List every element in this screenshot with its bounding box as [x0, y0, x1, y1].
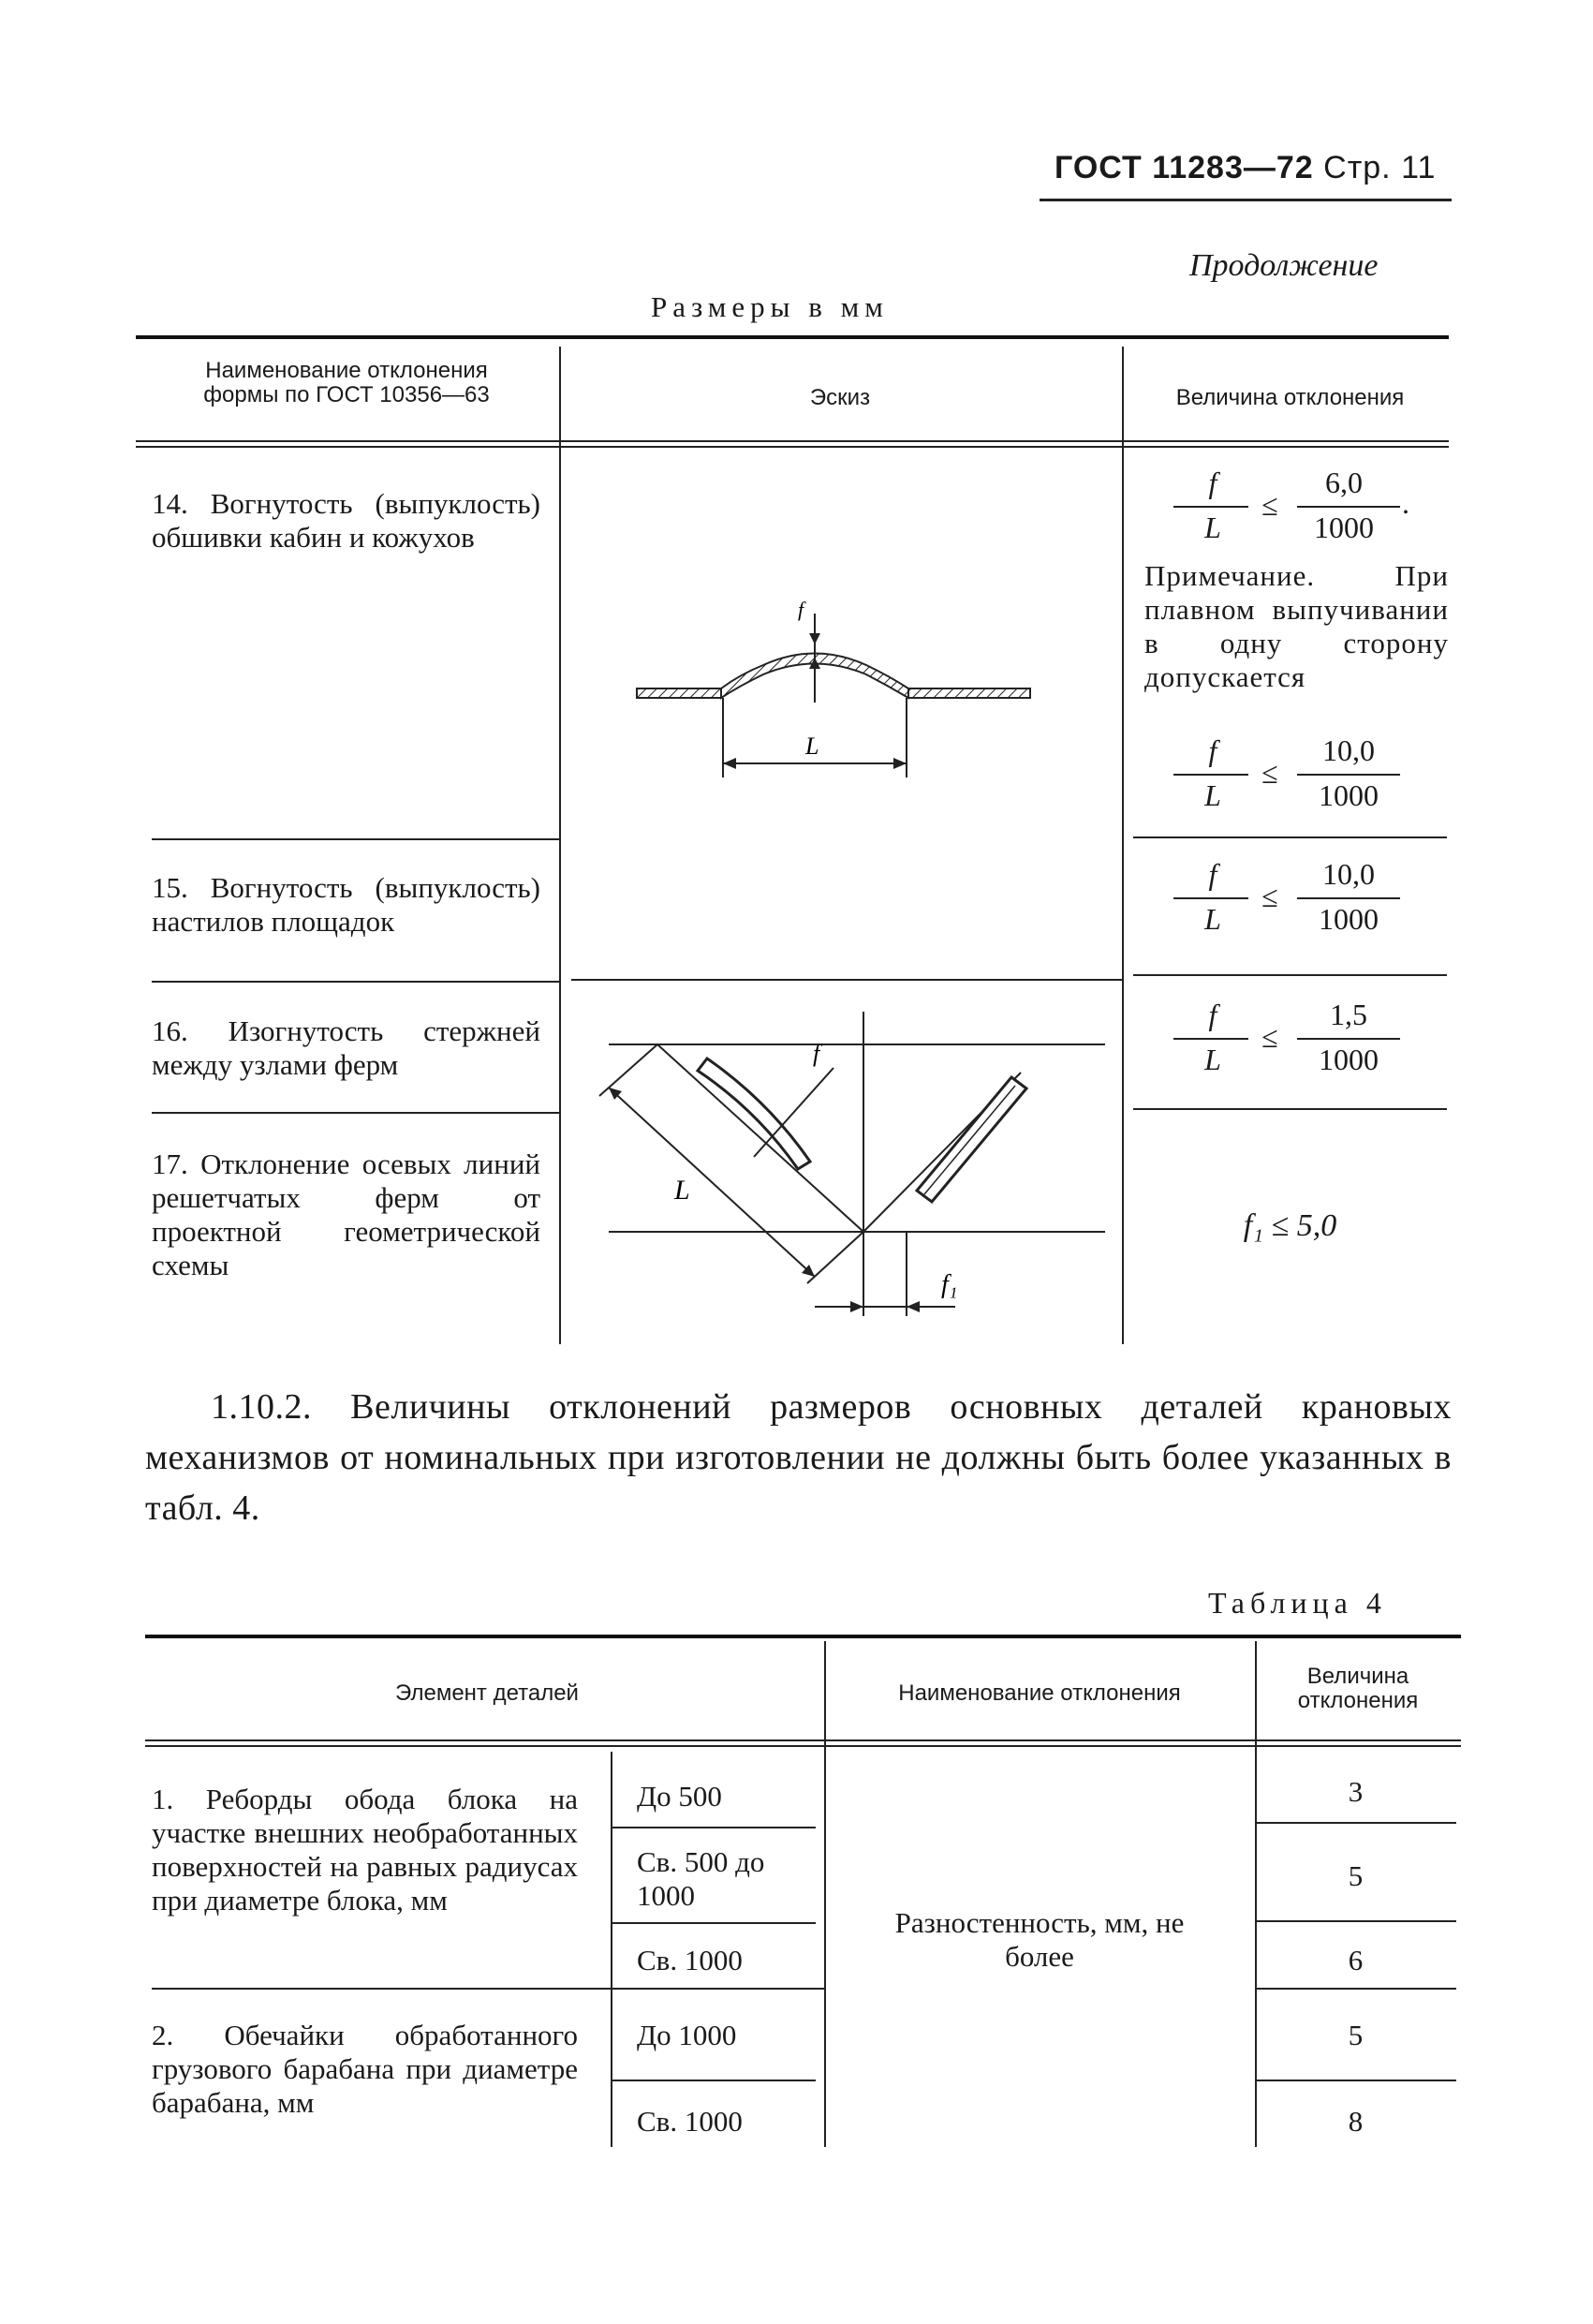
row14-le: ≤	[1261, 488, 1278, 522]
L-arrow-left	[723, 758, 736, 769]
table4-range-3: Св. 1000	[637, 1944, 743, 1976]
table3-col-header-sketch: Эскиз	[809, 385, 871, 410]
table4-value-2: 5	[1348, 1859, 1364, 1892]
value-1-rule	[1257, 1822, 1456, 1824]
truss-f-label: f	[813, 1040, 820, 1067]
row16-f: f	[1208, 998, 1217, 1031]
table4-col-divider-1	[824, 1641, 826, 2147]
note-le: ≤	[1261, 756, 1278, 790]
note-value-bar	[1297, 774, 1400, 776]
row15-value-bar	[1297, 897, 1400, 899]
L-dimension-diag	[609, 1088, 815, 1277]
table4-header-rule-b	[145, 1745, 1461, 1747]
table4-value-1: 3	[1348, 1775, 1364, 1808]
row16-f-bar	[1173, 1038, 1248, 1040]
value-4-rule	[1257, 2080, 1456, 2081]
table4-col-header-value: Величина отклонения	[1297, 1664, 1419, 1713]
row17-value: f₁ ≤ 5,0	[1243, 1208, 1337, 1243]
sketch-L-label: L	[805, 733, 819, 760]
note-L: L	[1204, 778, 1221, 812]
truss-L-label: L	[674, 1175, 690, 1206]
row15-frac	[1157, 857, 1428, 941]
truss-f1-label: f₁	[941, 1270, 958, 1299]
table4-range-divider	[611, 1752, 612, 2147]
row15-f: f	[1208, 857, 1217, 891]
page-number: Стр. 11	[1323, 150, 1437, 185]
table4-value-5: 8	[1348, 2105, 1364, 2138]
row16-value-bar	[1297, 1038, 1400, 1040]
table3-top-rule	[136, 335, 1449, 339]
group-1-rule-right	[1257, 1988, 1456, 1990]
table3-row-16-name: 16. Изогнутость стержней между узлами ферм	[152, 1014, 540, 1081]
table4-top-rule	[145, 1635, 1461, 1638]
table3-header-rule-b	[136, 446, 1449, 448]
L-ext-bottom	[807, 1232, 863, 1283]
range-1-rule	[612, 1827, 816, 1828]
sheet-right-flat	[908, 688, 1030, 698]
table3-col-header-name: Наименование отклонения формы по ГОСТ 10356—63	[203, 358, 490, 407]
row14-rule-right	[1133, 836, 1447, 838]
f1-arrow-left	[850, 1301, 863, 1312]
table4-col-divider-2	[1255, 1641, 1257, 2147]
table3-row-15-name: 15. Вогнутость (выпуклость) настилов площадок	[152, 871, 540, 938]
table4-col-header-element: Элемент деталей	[395, 1680, 579, 1706]
table4-range-1: До 500	[637, 1780, 722, 1813]
table4-col-header-deviation: Наименование отклонения	[898, 1680, 1181, 1706]
table3-row-14-name: 14. Вогнутость (выпуклость) обшивки кабин и кожухов	[152, 487, 540, 554]
range-2-rule	[612, 1922, 816, 1924]
row16-rule-left	[152, 1112, 559, 1114]
table4-deviation: Разностенность, мм, не более	[894, 1906, 1185, 1973]
table4-range-2: Св. 500 до 1000	[637, 1845, 765, 1912]
continuation-label: Продолжение	[1189, 248, 1379, 283]
row15-den: 1000	[1319, 902, 1379, 936]
table3-col-divider-2	[1122, 347, 1124, 1344]
row16-frac	[1157, 998, 1428, 1082]
row14-period: .	[1402, 486, 1409, 520]
table4-caption: Таблица 4	[1208, 1586, 1387, 1620]
table4-header-rule-a	[145, 1739, 1461, 1741]
row15-rule-left	[152, 981, 559, 983]
sheet-left-flat	[637, 688, 721, 698]
L-arrow-right	[893, 758, 907, 769]
row14-den: 1000	[1314, 511, 1374, 544]
row15-rule-right	[1133, 974, 1447, 976]
sketch-bulge	[618, 600, 1049, 796]
row15-f-bar	[1173, 897, 1248, 899]
table4-range-5: Св. 1000	[637, 2105, 743, 2138]
doc-code: ГОСТ 11283—72	[1055, 150, 1314, 185]
row14-frac	[1157, 466, 1428, 550]
units-caption: Размеры в мм	[651, 290, 889, 323]
range-4-rule	[612, 2080, 816, 2081]
table4-range-4: До 1000	[637, 2019, 737, 2051]
note-f-bar	[1173, 774, 1248, 776]
row15-le: ≤	[1261, 880, 1278, 913]
note-f: f	[1208, 733, 1217, 767]
table3-header-rule-a	[136, 440, 1449, 442]
row15-rule-mid	[571, 979, 1122, 981]
row14-rule-left	[152, 838, 559, 840]
row14-num: 6,0	[1325, 466, 1363, 499]
table4-group-1-element: 1. Реборды обода блока на участке внешних необработанных поверхностей на равных радиусах при диаметре блока, мм	[152, 1783, 578, 1917]
table4-value-3: 6	[1348, 1944, 1364, 1976]
note-num: 10,0	[1322, 733, 1375, 767]
sketch-truss	[562, 1007, 1122, 1344]
row14-note: Примечание. При плавном выпучивании в одну сторону допускается	[1144, 559, 1449, 693]
header-underline	[1040, 199, 1452, 201]
row14-note-frac	[1157, 733, 1428, 818]
row16-den: 1000	[1319, 1043, 1379, 1076]
L-ext-top	[599, 1044, 657, 1096]
row14-f: f	[1208, 466, 1217, 499]
page-header	[1055, 150, 1457, 186]
f-arrow-top	[809, 633, 820, 644]
row14-f-bar	[1173, 506, 1248, 508]
table4-value-4: 5	[1348, 2019, 1364, 2051]
note-den: 1000	[1319, 778, 1379, 812]
row16-rule-right	[1133, 1108, 1447, 1110]
row14-value-bar	[1297, 506, 1400, 508]
row14-L: L	[1204, 511, 1221, 544]
right-member-inner	[924, 1086, 1015, 1194]
table4-group-2-element: 2. Обечайки обработанного грузового барабана при диаметре барабана, мм	[152, 2019, 578, 2119]
row16-L: L	[1204, 1043, 1221, 1076]
row16-le: ≤	[1261, 1020, 1278, 1054]
group-1-rule-left	[152, 1988, 824, 1990]
sketch-f-label: f	[798, 600, 804, 621]
table3-col-divider-1	[559, 347, 561, 1344]
row15-L: L	[1204, 902, 1221, 936]
table3-col-header-value: Величина отклонения	[1175, 385, 1405, 410]
table3-row-17-name: 17. Отклонение осевых линий решетчатых ферм от проектной геометрической схемы	[152, 1147, 540, 1281]
paragraph-1-10-2: 1.10.2. Величины отклонений размеров основных деталей крановых механизмов от номинальных при изготовлении не должны быть более указанных в табл. 4.	[145, 1387, 1452, 1528]
value-2-rule	[1257, 1920, 1456, 1922]
row15-num: 10,0	[1322, 857, 1375, 891]
row16-num: 1,5	[1330, 998, 1367, 1031]
f1-arrow-right	[907, 1301, 920, 1312]
